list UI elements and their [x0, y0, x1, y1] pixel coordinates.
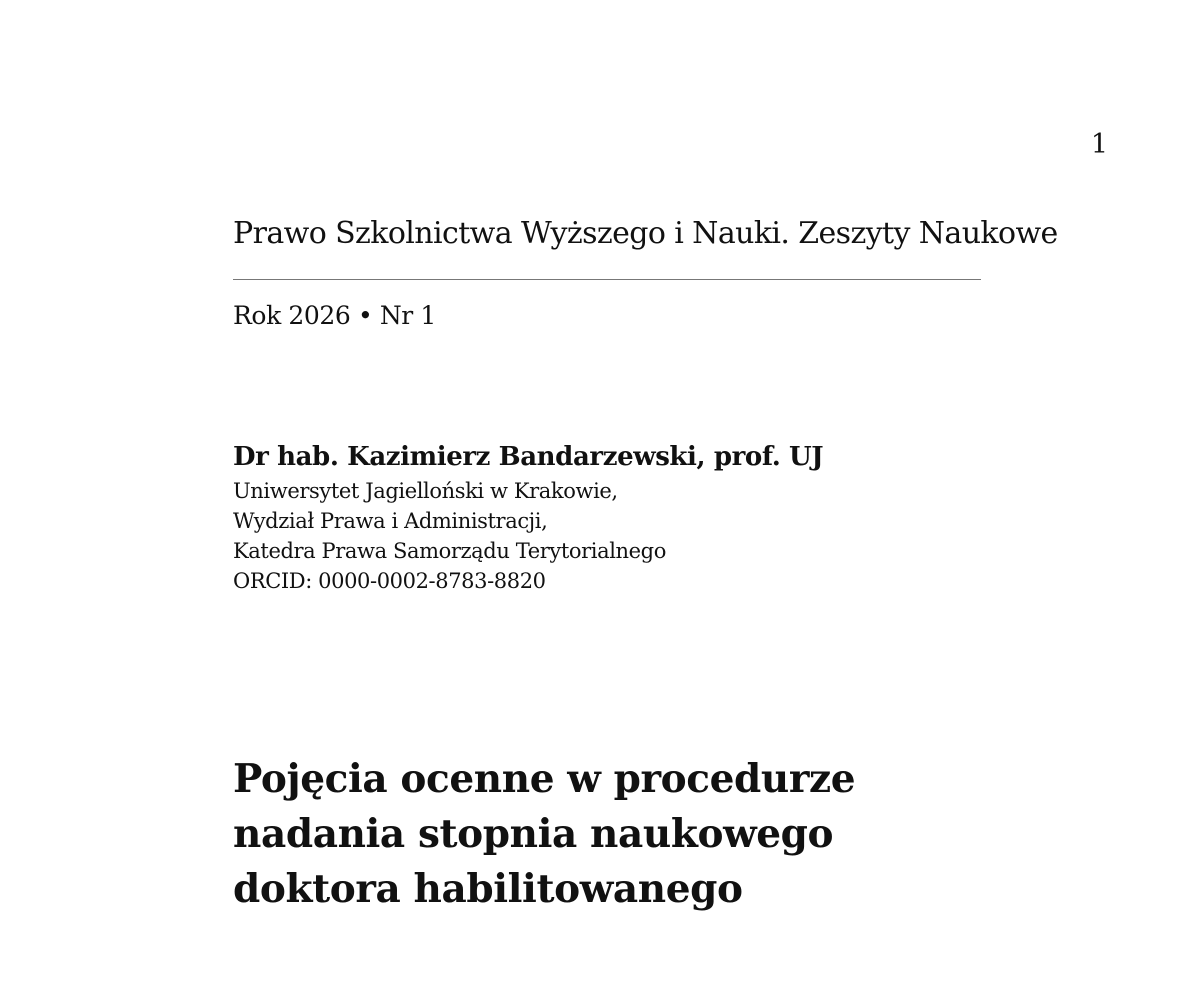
- article-title: [233, 752, 993, 917]
- header-divider: [233, 279, 981, 280]
- affiliation-faculty: Wydział Prawa i Administracji,: [233, 509, 548, 533]
- journal-title: Prawo Szkolnictwa Wyższego i Nauki. Zeszyty Naukowe: [233, 216, 1058, 251]
- article-title-line: Pojęcia ocenne w procedurze: [233, 756, 856, 802]
- affiliation-department: Katedra Prawa Samorządu Terytorialnego: [233, 539, 666, 563]
- author-block: [233, 438, 993, 596]
- article-title-line: nadania stopnia naukowego: [233, 811, 834, 857]
- author-orcid: ORCID: 0000-0002-8783-8820: [233, 569, 546, 593]
- affiliation-university: Uniwersytet Jagielloński w Krakowie,: [233, 479, 618, 503]
- page-number: 1: [1090, 129, 1108, 160]
- issue-info: Rok 2026 • Nr 1: [233, 301, 436, 330]
- article-title-line: doktora habilitowanego: [233, 866, 743, 912]
- author-name: Dr hab. Kazimierz Bandarzewski, prof. UJ: [233, 442, 824, 472]
